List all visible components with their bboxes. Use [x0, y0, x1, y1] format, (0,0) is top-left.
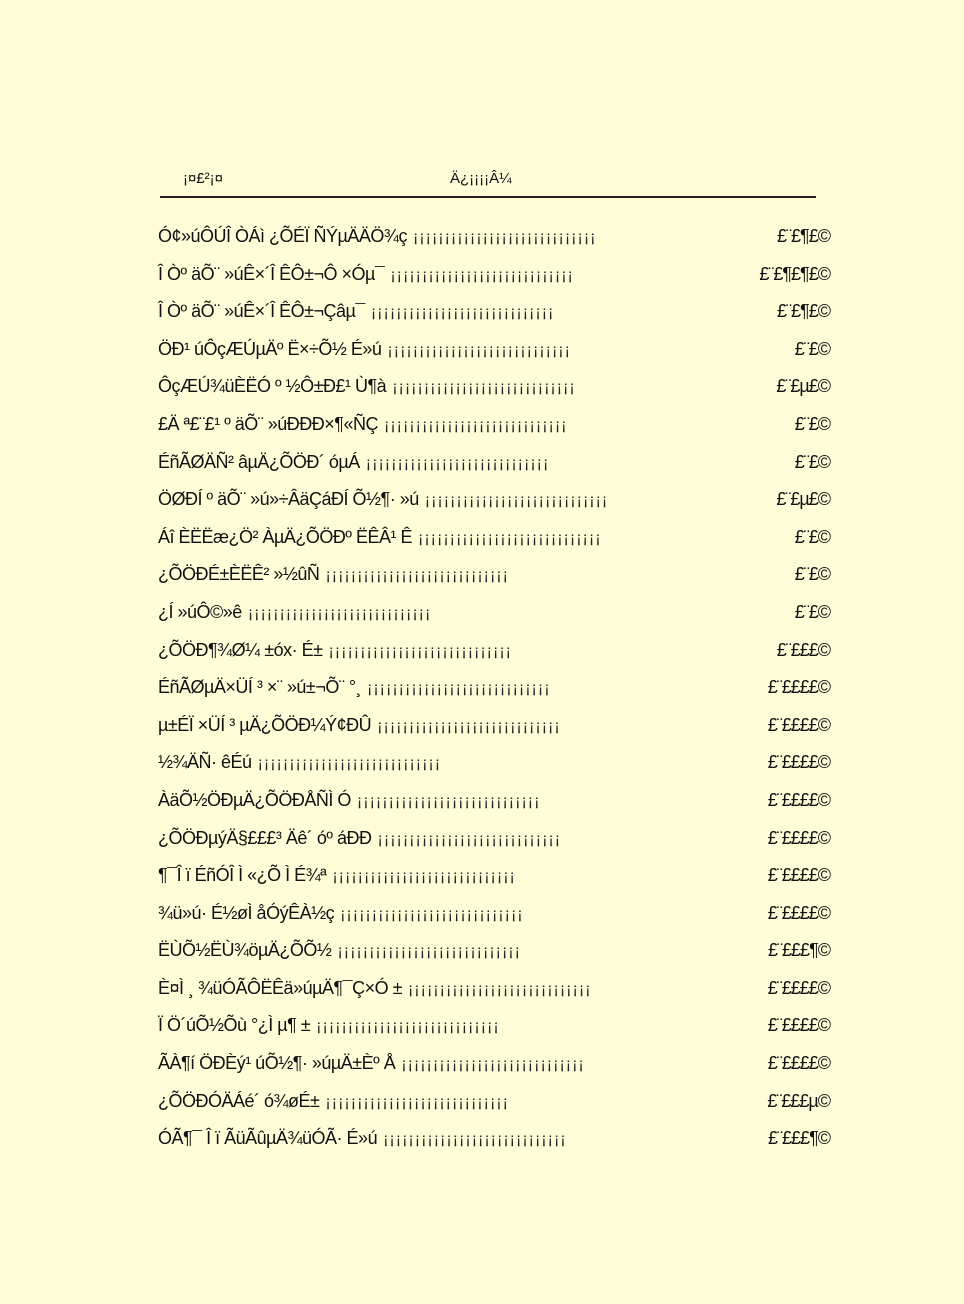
toc-dot-leader: ¡¡¡¡¡¡¡¡¡¡¡¡¡¡¡¡¡¡¡¡¡¡¡¡¡¡¡¡¡	[377, 717, 561, 735]
toc-dot-leader: ¡¡¡¡¡¡¡¡¡¡¡¡¡¡¡¡¡¡¡¡¡¡¡¡¡¡¡¡¡	[325, 1093, 509, 1111]
toc-dot-leader: ¡¡¡¡¡¡¡¡¡¡¡¡¡¡¡¡¡¡¡¡¡¡¡¡¡¡¡¡¡	[401, 1056, 585, 1074]
toc-entry-page: £¨££££©	[767, 827, 830, 848]
toc-entry-title: ÖØÐÍ º äÕ¨ »ú»÷ÂäÇáÐÍ Õ½¶· »ú	[158, 489, 419, 510]
toc-entry-title: ½¾ÄÑ· êÉú	[158, 752, 252, 773]
toc-entry[interactable]	[158, 1128, 830, 1166]
toc-entry-page: £¨££££©	[767, 1053, 830, 1074]
toc-entry-page: £¨£¶£©	[777, 226, 830, 246]
toc-entry-title: ¿ÕÖÐ¶¾Ø¼ ±óx· É±	[158, 639, 323, 660]
toc-dot-leader: ¡¡¡¡¡¡¡¡¡¡¡¡¡¡¡¡¡¡¡¡¡¡¡¡¡¡¡¡¡	[337, 943, 521, 961]
toc-entry[interactable]	[158, 828, 830, 866]
toc-dot-leader: ¡¡¡¡¡¡¡¡¡¡¡¡¡¡¡¡¡¡¡¡¡¡¡¡¡¡¡¡¡	[407, 980, 592, 998]
toc-entry-title: ÖÐ¹ úÔçÆÚµÄº Ë×÷Õ½ É»ú	[158, 338, 382, 359]
toc-dot-leader: ¡¡¡¡¡¡¡¡¡¡¡¡¡¡¡¡¡¡¡¡¡¡¡¡¡¡¡¡¡	[390, 266, 574, 284]
toc-entry[interactable]	[158, 376, 830, 414]
toc-dot-leader: ¡¡¡¡¡¡¡¡¡¡¡¡¡¡¡¡¡¡¡¡¡¡¡¡¡¡¡¡¡	[424, 492, 609, 510]
toc-dot-leader: ¡¡¡¡¡¡¡¡¡¡¡¡¡¡¡¡¡¡¡¡¡¡¡¡¡¡¡¡¡	[332, 868, 516, 886]
toc-entry[interactable]	[158, 715, 830, 753]
toc-entry-title: ÃÀ¶í ÖÐÈý¹ úÕ½¶· »úµÄ±Èº Å	[158, 1053, 396, 1074]
toc-dot-leader: ¡¡¡¡¡¡¡¡¡¡¡¡¡¡¡¡¡¡¡¡¡¡¡¡¡¡¡¡¡	[367, 680, 551, 698]
toc-entry-title: Áî ÈËËæ¿Ö² ÀµÄ¿ÕÖÐº ËÊÂ¹ Ê	[158, 526, 412, 547]
toc-dot-leader: ¡¡¡¡¡¡¡¡¡¡¡¡¡¡¡¡¡¡¡¡¡¡¡¡¡¡¡¡¡	[387, 341, 571, 359]
toc-entry-page: £¨££££©	[767, 789, 830, 810]
toc-entry-page: £¨£££©	[776, 639, 830, 660]
toc-dot-leader: ¡¡¡¡¡¡¡¡¡¡¡¡¡¡¡¡¡¡¡¡¡¡¡¡¡¡¡¡¡	[377, 830, 562, 848]
toc-dot-leader: ¡¡¡¡¡¡¡¡¡¡¡¡¡¡¡¡¡¡¡¡¡¡¡¡¡¡¡¡¡	[356, 792, 541, 810]
toc-entry[interactable]	[158, 640, 830, 678]
toc-entry-title: ¿Í »úÔ©»ê	[158, 601, 242, 622]
toc-entry-title: ¿ÕÖÐÉ±ÈËÊ² »½ûÑ	[158, 564, 320, 585]
toc-entry-title: ÉñÃØÄÑ² âµÄ¿ÕÖÐ´ óµÁ	[158, 451, 360, 472]
toc-entry-page: £¨£¶£¶£©	[759, 263, 830, 284]
toc-entry[interactable]	[158, 940, 830, 978]
toc-entry-title: Ï Ö´úÕ½Õù °¿Ì µ¶ ±	[158, 1015, 311, 1036]
toc-entry[interactable]	[158, 564, 830, 602]
toc-entry[interactable]	[158, 752, 830, 790]
toc-entry-page: £¨£©	[794, 526, 830, 547]
toc-entry-title: ¿ÕÖÐµýÄ§£££³ Äê´ óº áÐÐ	[158, 827, 372, 848]
toc-entry[interactable]	[158, 978, 830, 1016]
toc-entry-title: ÓÃ¶¯ Î ï ÃüÃûµÄ¾üÓÃ· É»ú	[158, 1128, 378, 1149]
toc-entry[interactable]	[158, 339, 830, 377]
toc-entry-page: £¨£©	[794, 338, 830, 359]
toc-entry-page: £¨££££©	[767, 1015, 830, 1036]
toc-entry-page: £¨£££µ©	[767, 1090, 830, 1111]
header-rule	[160, 196, 816, 198]
toc-entry[interactable]	[158, 414, 830, 452]
toc-entry[interactable]	[158, 301, 830, 339]
toc-dot-leader: ¡¡¡¡¡¡¡¡¡¡¡¡¡¡¡¡¡¡¡¡¡¡¡¡¡¡¡¡¡	[257, 755, 442, 773]
toc-entry[interactable]	[158, 452, 830, 490]
toc-entry[interactable]	[158, 790, 830, 828]
toc-entry-title: £Ä ª£¨£¹ º äÕ¨ »úÐÐÐ×¶«ÑÇ	[158, 413, 378, 434]
toc-dot-leader: ¡¡¡¡¡¡¡¡¡¡¡¡¡¡¡¡¡¡¡¡¡¡¡¡¡¡¡¡¡	[365, 454, 550, 472]
toc-entry[interactable]	[158, 1015, 830, 1053]
toc-entry-page: £¨£©	[794, 451, 830, 472]
toc-entry-title: ¿ÕÖÐÓÄÁé´ ó¾øÉ±	[158, 1090, 320, 1111]
toc-dot-leader: ¡¡¡¡¡¡¡¡¡¡¡¡¡¡¡¡¡¡¡¡¡¡¡¡¡¡¡¡¡	[328, 642, 512, 660]
toc-entry-title: Î Òº äÕ¨ »úÊ×´Î ÊÔ±¬Çâµ¯	[158, 301, 365, 322]
toc-dot-leader: ¡¡¡¡¡¡¡¡¡¡¡¡¡¡¡¡¡¡¡¡¡¡¡¡¡¡¡¡¡	[418, 529, 602, 547]
toc-entry-page: £¨£µ£©	[776, 376, 830, 397]
toc-entry-page: £¨££££©	[767, 865, 830, 886]
toc-entry-page: £¨£©	[794, 413, 830, 434]
toc-dot-leader: ¡¡¡¡¡¡¡¡¡¡¡¡¡¡¡¡¡¡¡¡¡¡¡¡¡¡¡¡¡	[392, 379, 576, 397]
toc-entry[interactable]	[158, 1091, 830, 1129]
toc-entry[interactable]	[158, 489, 830, 527]
toc-dot-leader: ¡¡¡¡¡¡¡¡¡¡¡¡¡¡¡¡¡¡¡¡¡¡¡¡¡¡¡¡¡	[247, 604, 432, 622]
toc-entry-title: ÉñÃØµÄ×ÜÍ ³ ×¨ »ú±¬Õ¨ °¸	[158, 677, 362, 698]
running-header-title: Ä¿¡¡¡¡Â¼	[450, 170, 512, 187]
toc-entry[interactable]	[158, 903, 830, 941]
toc-entry[interactable]	[158, 226, 830, 264]
toc-dot-leader: ¡¡¡¡¡¡¡¡¡¡¡¡¡¡¡¡¡¡¡¡¡¡¡¡¡¡¡¡¡	[316, 1018, 500, 1036]
toc-entry[interactable]	[158, 1053, 830, 1091]
toc-entry-title: ËÙÕ½ËÙ¾öµÄ¿ÕÕ½	[158, 940, 332, 961]
toc-entry-page: £¨££££©	[767, 714, 830, 735]
toc-entry-title: ¾ü»ú· É½øÌ åÓýÊÀ½ç	[158, 902, 335, 923]
toc-entry-page: £¨££££©	[767, 677, 830, 698]
toc-entry-page: £¨££££©	[767, 752, 830, 773]
toc-entry[interactable]	[158, 527, 830, 565]
toc-dot-leader: ¡¡¡¡¡¡¡¡¡¡¡¡¡¡¡¡¡¡¡¡¡¡¡¡¡¡¡¡¡	[370, 304, 555, 322]
toc-dot-leader: ¡¡¡¡¡¡¡¡¡¡¡¡¡¡¡¡¡¡¡¡¡¡¡¡¡¡¡¡¡	[340, 905, 524, 923]
toc-entry-title: È¤Ì ¸ ¾üÓÃÔËÊä»úµÄ¶¯Ç×Ó ±	[158, 977, 402, 998]
toc-entry-title: µ±ÉÏ ×ÜÍ ³ µÄ¿ÕÖÐ¼Ý¢ÐÛ	[158, 714, 372, 735]
toc-entry-page: £¨£££¶©	[768, 1128, 830, 1149]
toc-entry[interactable]	[158, 264, 830, 302]
toc-entry-page: £¨£©	[794, 564, 830, 585]
toc-entry-title: ¶¯Î ï ÉñÓÎ Ì «¿Õ Ì É¾ª	[158, 865, 327, 886]
toc-dot-leader: ¡¡¡¡¡¡¡¡¡¡¡¡¡¡¡¡¡¡¡¡¡¡¡¡¡¡¡¡¡	[383, 416, 568, 434]
toc-entry-title: ÔçÆÚ¾üÈËÓ º ½Ô±Ð£¹ Ù¶à	[158, 376, 387, 397]
toc-entry-page: £¨£µ£©	[776, 489, 830, 510]
toc-entry-page: £¨££££©	[767, 977, 830, 998]
table-of-contents	[158, 226, 830, 1166]
toc-entry-title: ÀäÕ½ÖÐµÄ¿ÕÖÐÅÑÌ Ó	[158, 789, 351, 810]
toc-entry-title: Î Òº äÕ¨ »úÊ×´Î ÊÔ±¬Ô ×Óµ¯	[158, 263, 385, 284]
running-header-left: ¡¤£²¡¤	[183, 170, 224, 187]
toc-entry-page: £¨£¶£©	[777, 301, 830, 322]
toc-entry-page: £¨£££¶©	[768, 940, 830, 961]
toc-entry-title: Ó¢»úÔÚÎ ÒÁì ¿ÕÉÏ ÑÝµÄÄÖ¾ç	[158, 226, 407, 246]
toc-dot-leader: ¡¡¡¡¡¡¡¡¡¡¡¡¡¡¡¡¡¡¡¡¡¡¡¡¡¡¡¡¡	[383, 1131, 567, 1149]
toc-dot-leader: ¡¡¡¡¡¡¡¡¡¡¡¡¡¡¡¡¡¡¡¡¡¡¡¡¡¡¡¡¡	[412, 229, 597, 246]
toc-dot-leader: ¡¡¡¡¡¡¡¡¡¡¡¡¡¡¡¡¡¡¡¡¡¡¡¡¡¡¡¡¡	[325, 567, 509, 585]
toc-entry[interactable]	[158, 602, 830, 640]
toc-entry[interactable]	[158, 865, 830, 903]
toc-entry-page: £¨£©	[794, 601, 830, 622]
toc-entry-page: £¨££££©	[767, 902, 830, 923]
toc-entry[interactable]	[158, 677, 830, 715]
